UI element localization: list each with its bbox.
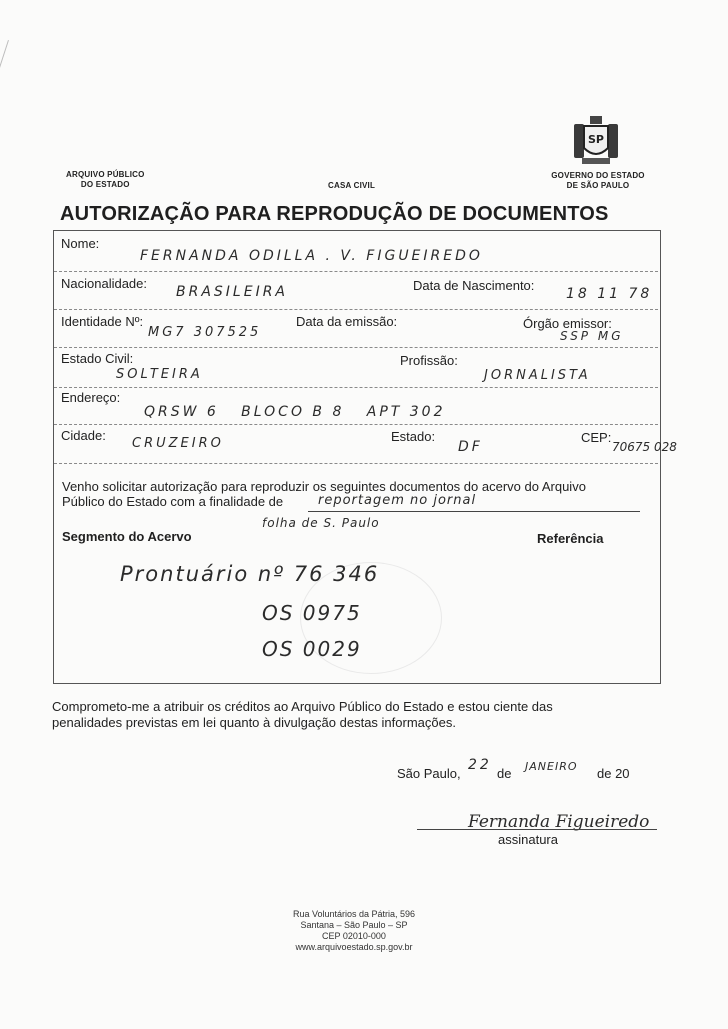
nacionalidade-label: Nacionalidade: (61, 276, 148, 291)
finalidade-value-1: reportagem no jornal (318, 493, 477, 508)
assinatura-label: assinatura (498, 832, 558, 847)
footer-address (274, 909, 434, 953)
estado-civil-value: SOLTEIRA (116, 367, 203, 382)
cep-label: CEP: (581, 430, 612, 445)
divider (54, 387, 658, 388)
nacionalidade-value: BRASILEIRA (176, 284, 289, 300)
acervo-item-2: OS 0975 (262, 601, 362, 625)
profissao-value: JORNALISTA (484, 368, 591, 383)
nome-value: FERNANDA ODILLA . V. FIGUEIREDO (140, 248, 483, 264)
page-title: AUTORIZAÇÃO PARA REPRODUÇÃO DE DOCUMENTOS (60, 203, 609, 225)
referencia-label: Referência (537, 531, 604, 546)
header-right (546, 171, 650, 191)
cep-value: 70675 028 (612, 440, 677, 454)
footer-line-3: CEP 02010-000 (322, 931, 386, 941)
identidade-value: MG7 307525 (148, 325, 262, 340)
nascimento-label: Data de Nascimento: (413, 278, 535, 293)
de-label-2: de 20 (597, 766, 630, 781)
nome-label: Nome: (61, 236, 100, 251)
orgao-label: Órgão emissor: (523, 316, 612, 331)
day-value: 22 (468, 757, 492, 773)
footer-line-1: Rua Voluntários da Pátria, 596 (292, 909, 416, 919)
segmento-label: Segmento do Acervo (62, 529, 192, 544)
endereco-value: QRSW 6 BLOCO B 8 APT 302 (144, 404, 446, 420)
orgao-value: SSP MG (560, 329, 624, 343)
divider (54, 347, 658, 348)
header-left-line2: DO ESTADO (80, 180, 130, 189)
nascimento-value: 18 11 78 (566, 286, 653, 302)
cidade-value: CRUZEIRO (132, 436, 224, 451)
signature-line (417, 829, 657, 830)
signature-value: Fernanda Figueiredo (468, 812, 650, 832)
acervo-item-3: OS 0029 (262, 637, 362, 661)
estado-civil-label: Estado Civil: (61, 351, 134, 366)
request-line-1: Venho solicitar autorização para reproduzir os seguintes documentos do acervo do Arquivo (62, 479, 586, 494)
city-label: São Paulo, (397, 766, 461, 781)
identidade-label: Identidade Nº: (61, 314, 144, 329)
header-center: CASA CIVIL (328, 181, 376, 190)
divider (54, 424, 658, 425)
de-label-1: de (497, 766, 512, 781)
commitment-line-2: penalidades previstas em lei quanto à divulgação destas informações. (52, 715, 456, 730)
sao-paulo-seal-icon (568, 114, 624, 168)
seal-text: SP (588, 133, 604, 146)
profissao-label: Profissão: (400, 353, 458, 368)
commitment-line-1: Comprometo-me a atribuir os créditos ao Arquivo Público do Estado e estou ciente das (52, 699, 553, 714)
cidade-label: Cidade: (61, 428, 106, 443)
header-right-line2: DE SÃO PAULO (566, 181, 630, 190)
divider (54, 463, 658, 464)
scan-edge-line (0, 40, 9, 192)
footer-line-2: Santana – São Paulo – SP (300, 920, 408, 930)
finalidade-value-2: folha de S. Paulo (262, 516, 380, 530)
endereco-label: Endereço: (61, 390, 121, 405)
acervo-item-1: Prontuário nº 76 346 (120, 562, 380, 586)
finalidade-underline (308, 511, 640, 512)
header-left (66, 170, 145, 190)
footer-line-4: www.arquivoestado.sp.gov.br (295, 942, 413, 952)
divider (54, 271, 658, 272)
estado-label: Estado: (391, 429, 436, 444)
header-left-line1: ARQUIVO PÚBLICO (66, 170, 145, 179)
header-right-line1: GOVERNO DO ESTADO (551, 171, 645, 180)
divider (54, 309, 658, 310)
emissao-label: Data da emissão: (296, 314, 398, 329)
estado-value: DF (458, 439, 483, 455)
month-value: JANEIRO (525, 760, 578, 773)
request-line-2: Público do Estado com a finalidade de (62, 494, 284, 509)
